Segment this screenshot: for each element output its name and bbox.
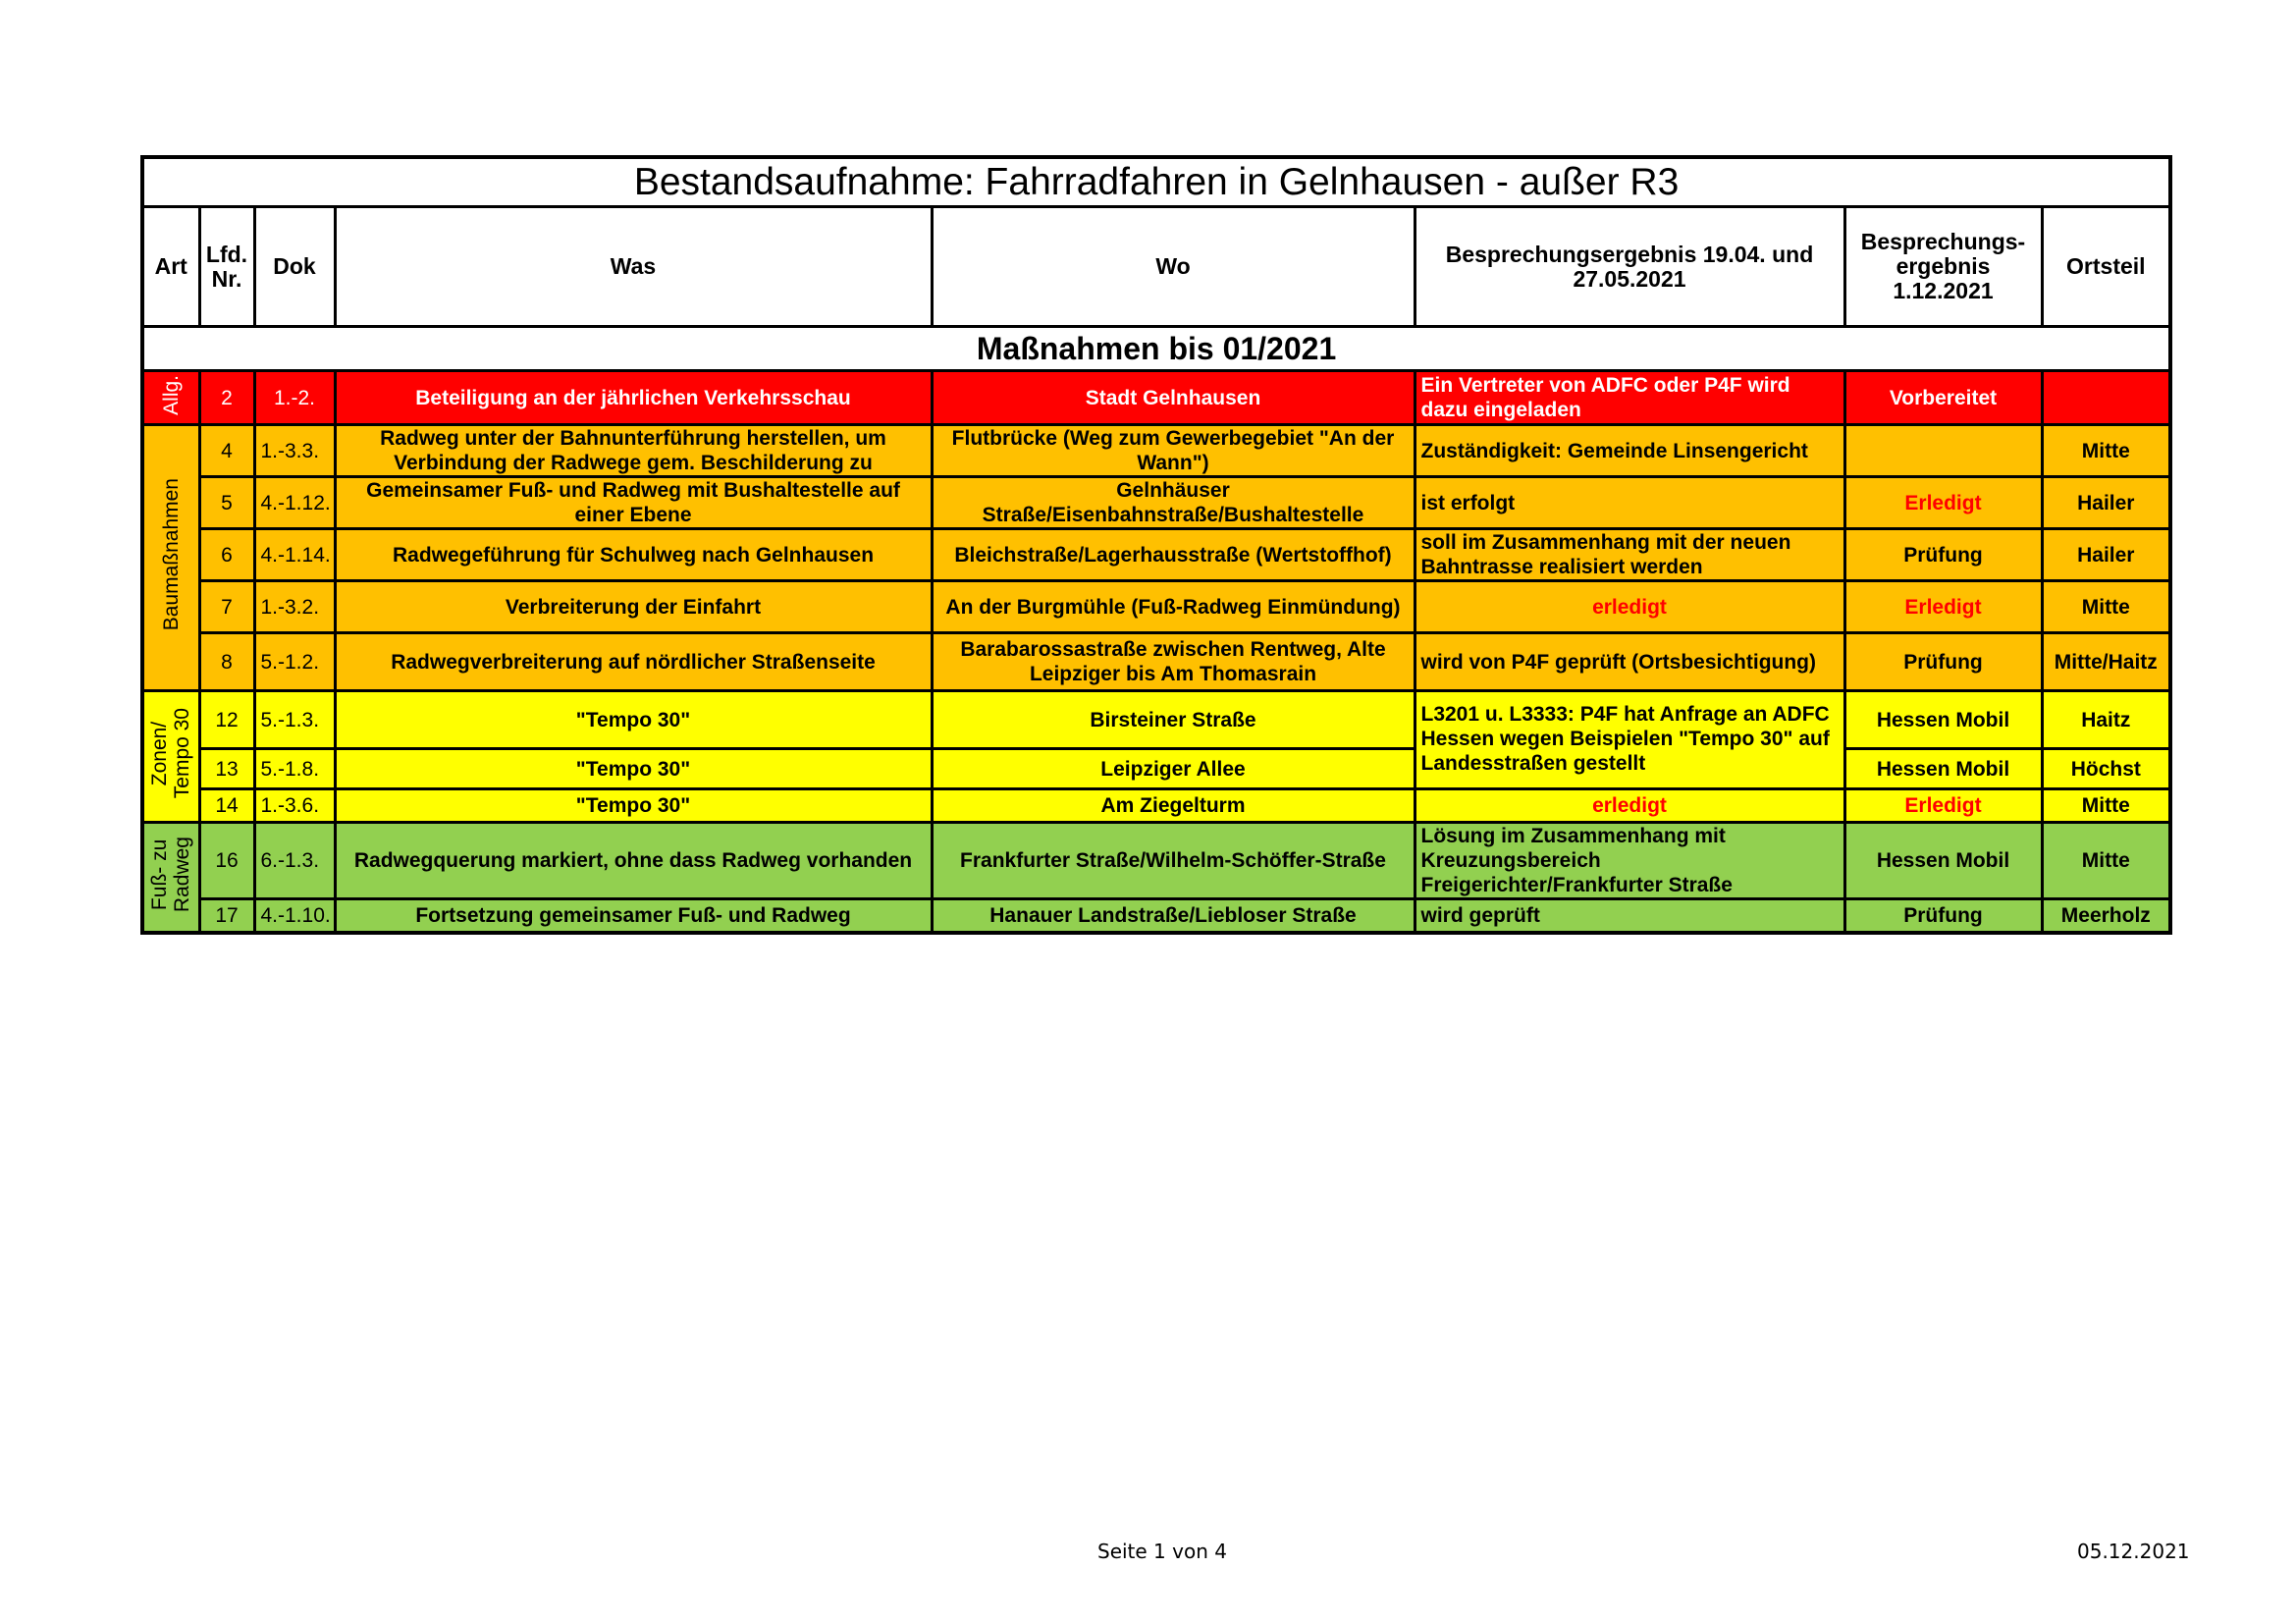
table-title: Bestandsaufnahme: Fahrradfahren in Gelnhausen - außer R3 bbox=[142, 157, 2170, 207]
cell-wo: An der Burgmühle (Fuß-Radweg Einmündung) bbox=[932, 581, 1415, 633]
table-row bbox=[142, 899, 2170, 934]
cell-dok: 1.-3.3. bbox=[254, 425, 335, 477]
cell-ortsteil: Meerholz bbox=[2042, 899, 2170, 934]
cell-besprechung-1: L3201 u. L3333: P4F hat Anfrage an ADFC Hessen wegen Beispielen "Tempo 30" auf Landesstraßen gestellt bbox=[1415, 691, 1844, 789]
header-dok: Dok bbox=[254, 207, 335, 327]
header-art: Art bbox=[142, 207, 199, 327]
header-lfd-nr: Lfd. Nr. bbox=[199, 207, 254, 327]
cell-besprechung-2 bbox=[1844, 425, 2042, 477]
cell-ortsteil: Mitte bbox=[2042, 425, 2170, 477]
cell-wo: Flutbrücke (Weg zum Gewerbegebiet "An der Wann") bbox=[932, 425, 1415, 477]
cell-wo: Leipziger Allee bbox=[932, 749, 1415, 789]
cell-besprechung-2: Hessen Mobil bbox=[1844, 691, 2042, 749]
cell-ortsteil: Mitte bbox=[2042, 823, 2170, 899]
cell-was: Fortsetzung gemeinsamer Fuß- und Radweg bbox=[335, 899, 932, 934]
cell-nr: 4 bbox=[199, 425, 254, 477]
cell-ortsteil: Hailer bbox=[2042, 477, 2170, 529]
cell-besprechung-1: Lösung im Zusammenhang mit Kreuzungsbereich Freigerichter/Frankfurter Straße bbox=[1415, 823, 1844, 899]
cell-ortsteil: Höchst bbox=[2042, 749, 2170, 789]
cell-wo: Gelnhäuser Straße/Eisenbahnstraße/Bushaltestelle bbox=[932, 477, 1415, 529]
cell-besprechung-2: Prüfung bbox=[1844, 899, 2042, 934]
cell-was: Beteiligung an der jährlichen Verkehrsschau bbox=[335, 371, 932, 425]
table-row bbox=[142, 581, 2170, 633]
cell-wo: Bleichstraße/Lagerhausstraße (Wertstoffhof) bbox=[932, 529, 1415, 581]
group-label-allg: Allg. bbox=[142, 371, 199, 425]
cell-ortsteil: Haitz bbox=[2042, 691, 2170, 749]
cell-dok: 1.-3.2. bbox=[254, 581, 335, 633]
cell-besprechung-1: Zuständigkeit: Gemeinde Linsengericht bbox=[1415, 425, 1844, 477]
header-row bbox=[142, 207, 2170, 327]
inventory-table bbox=[140, 155, 2172, 935]
cell-dok: 1.-2. bbox=[254, 371, 335, 425]
header-besprechung-1: Besprechungsergebnis 19.04. und 27.05.2021 bbox=[1415, 207, 1844, 327]
cell-dok: 1.-3.6. bbox=[254, 789, 335, 823]
cell-besprechung-2: Vorbereitet bbox=[1844, 371, 2042, 425]
group-label-baumassnahmen: Baumaßnahmen bbox=[142, 425, 199, 691]
cell-besprechung-2: Erledigt bbox=[1844, 477, 2042, 529]
cell-dok: 5.-1.2. bbox=[254, 633, 335, 691]
cell-dok: 6.-1.3. bbox=[254, 823, 335, 899]
cell-wo: Hanauer Landstraße/Liebloser Straße bbox=[932, 899, 1415, 934]
cell-was: "Tempo 30" bbox=[335, 789, 932, 823]
cell-ortsteil: Mitte bbox=[2042, 581, 2170, 633]
table-row bbox=[142, 477, 2170, 529]
cell-was: Radwegeführung für Schulweg nach Gelnhausen bbox=[335, 529, 932, 581]
cell-nr: 5 bbox=[199, 477, 254, 529]
cell-besprechung-1: Ein Vertreter von ADFC oder P4F wird dazu eingeladen bbox=[1415, 371, 1844, 425]
cell-was: "Tempo 30" bbox=[335, 749, 932, 789]
cell-besprechung-1: ist erfolgt bbox=[1415, 477, 1844, 529]
cell-besprechung-1: wird geprüft bbox=[1415, 899, 1844, 934]
table-row bbox=[142, 371, 2170, 425]
group-label-zonen-tempo30: Zonen/ Tempo 30 bbox=[142, 691, 199, 823]
cell-ortsteil: Hailer bbox=[2042, 529, 2170, 581]
cell-besprechung-2: Erledigt bbox=[1844, 789, 2042, 823]
cell-nr: 12 bbox=[199, 691, 254, 749]
cell-besprechung-1: soll im Zusammenhang mit der neuen Bahntrasse realisiert werden bbox=[1415, 529, 1844, 581]
cell-was: Radwegquerung markiert, ohne dass Radweg vorhanden bbox=[335, 823, 932, 899]
table-row bbox=[142, 691, 2170, 749]
cell-besprechung-2: Hessen Mobil bbox=[1844, 749, 2042, 789]
cell-ortsteil: Mitte/Haitz bbox=[2042, 633, 2170, 691]
cell-besprechung-2: Erledigt bbox=[1844, 581, 2042, 633]
cell-wo: Am Ziegelturm bbox=[932, 789, 1415, 823]
cell-besprechung-2: Prüfung bbox=[1844, 633, 2042, 691]
cell-ortsteil bbox=[2042, 371, 2170, 425]
cell-was: "Tempo 30" bbox=[335, 691, 932, 749]
cell-was: Gemeinsamer Fuß- und Radweg mit Bushaltestelle auf einer Ebene bbox=[335, 477, 932, 529]
table-row bbox=[142, 749, 2170, 789]
cell-was: Radweg unter der Bahnunterführung herstellen, um Verbindung der Radwege gem. Beschilderung zu bbox=[335, 425, 932, 477]
cell-besprechung-2: Prüfung bbox=[1844, 529, 2042, 581]
cell-wo: Barabarossastraße zwischen Rentweg, Alte Leipziger bis Am Thomasrain bbox=[932, 633, 1415, 691]
cell-dok: 5.-1.3. bbox=[254, 691, 335, 749]
footer-date: 05.12.2021 bbox=[2077, 1540, 2190, 1563]
header-besprechung-2: Besprechungs-ergebnis 1.12.2021 bbox=[1844, 207, 2042, 327]
table-row bbox=[142, 789, 2170, 823]
table-row bbox=[142, 823, 2170, 899]
cell-dok: 4.-1.12. bbox=[254, 477, 335, 529]
cell-ortsteil: Mitte bbox=[2042, 789, 2170, 823]
section-heading: Maßnahmen bis 01/2021 bbox=[142, 327, 2170, 371]
header-was: Was bbox=[335, 207, 932, 327]
cell-nr: 16 bbox=[199, 823, 254, 899]
cell-besprechung-1: erledigt bbox=[1415, 789, 1844, 823]
cell-besprechung-1: erledigt bbox=[1415, 581, 1844, 633]
cell-nr: 13 bbox=[199, 749, 254, 789]
cell-dok: 5.-1.8. bbox=[254, 749, 335, 789]
header-ortsteil: Ortsteil bbox=[2042, 207, 2170, 327]
table-row bbox=[142, 529, 2170, 581]
cell-was: Radwegverbreiterung auf nördlicher Straßenseite bbox=[335, 633, 932, 691]
page-number: Seite 1 von 4 bbox=[1097, 1540, 1227, 1563]
table-row bbox=[142, 633, 2170, 691]
cell-wo: Stadt Gelnhausen bbox=[932, 371, 1415, 425]
cell-nr: 17 bbox=[199, 899, 254, 934]
cell-wo: Birsteiner Straße bbox=[932, 691, 1415, 749]
cell-nr: 6 bbox=[199, 529, 254, 581]
cell-was: Verbreiterung der Einfahrt bbox=[335, 581, 932, 633]
cell-nr: 7 bbox=[199, 581, 254, 633]
table-row bbox=[142, 425, 2170, 477]
cell-dok: 4.-1.14. bbox=[254, 529, 335, 581]
group-label-fuss-zu-radweg: Fuß- zu Radweg bbox=[142, 823, 199, 934]
cell-nr: 2 bbox=[199, 371, 254, 425]
cell-nr: 8 bbox=[199, 633, 254, 691]
cell-besprechung-2: Hessen Mobil bbox=[1844, 823, 2042, 899]
cell-dok: 4.-1.10. bbox=[254, 899, 335, 934]
cell-nr: 14 bbox=[199, 789, 254, 823]
header-wo: Wo bbox=[932, 207, 1415, 327]
cell-besprechung-1: wird von P4F geprüft (Ortsbesichtigung) bbox=[1415, 633, 1844, 691]
cell-wo: Frankfurter Straße/Wilhelm-Schöffer-Straße bbox=[932, 823, 1415, 899]
